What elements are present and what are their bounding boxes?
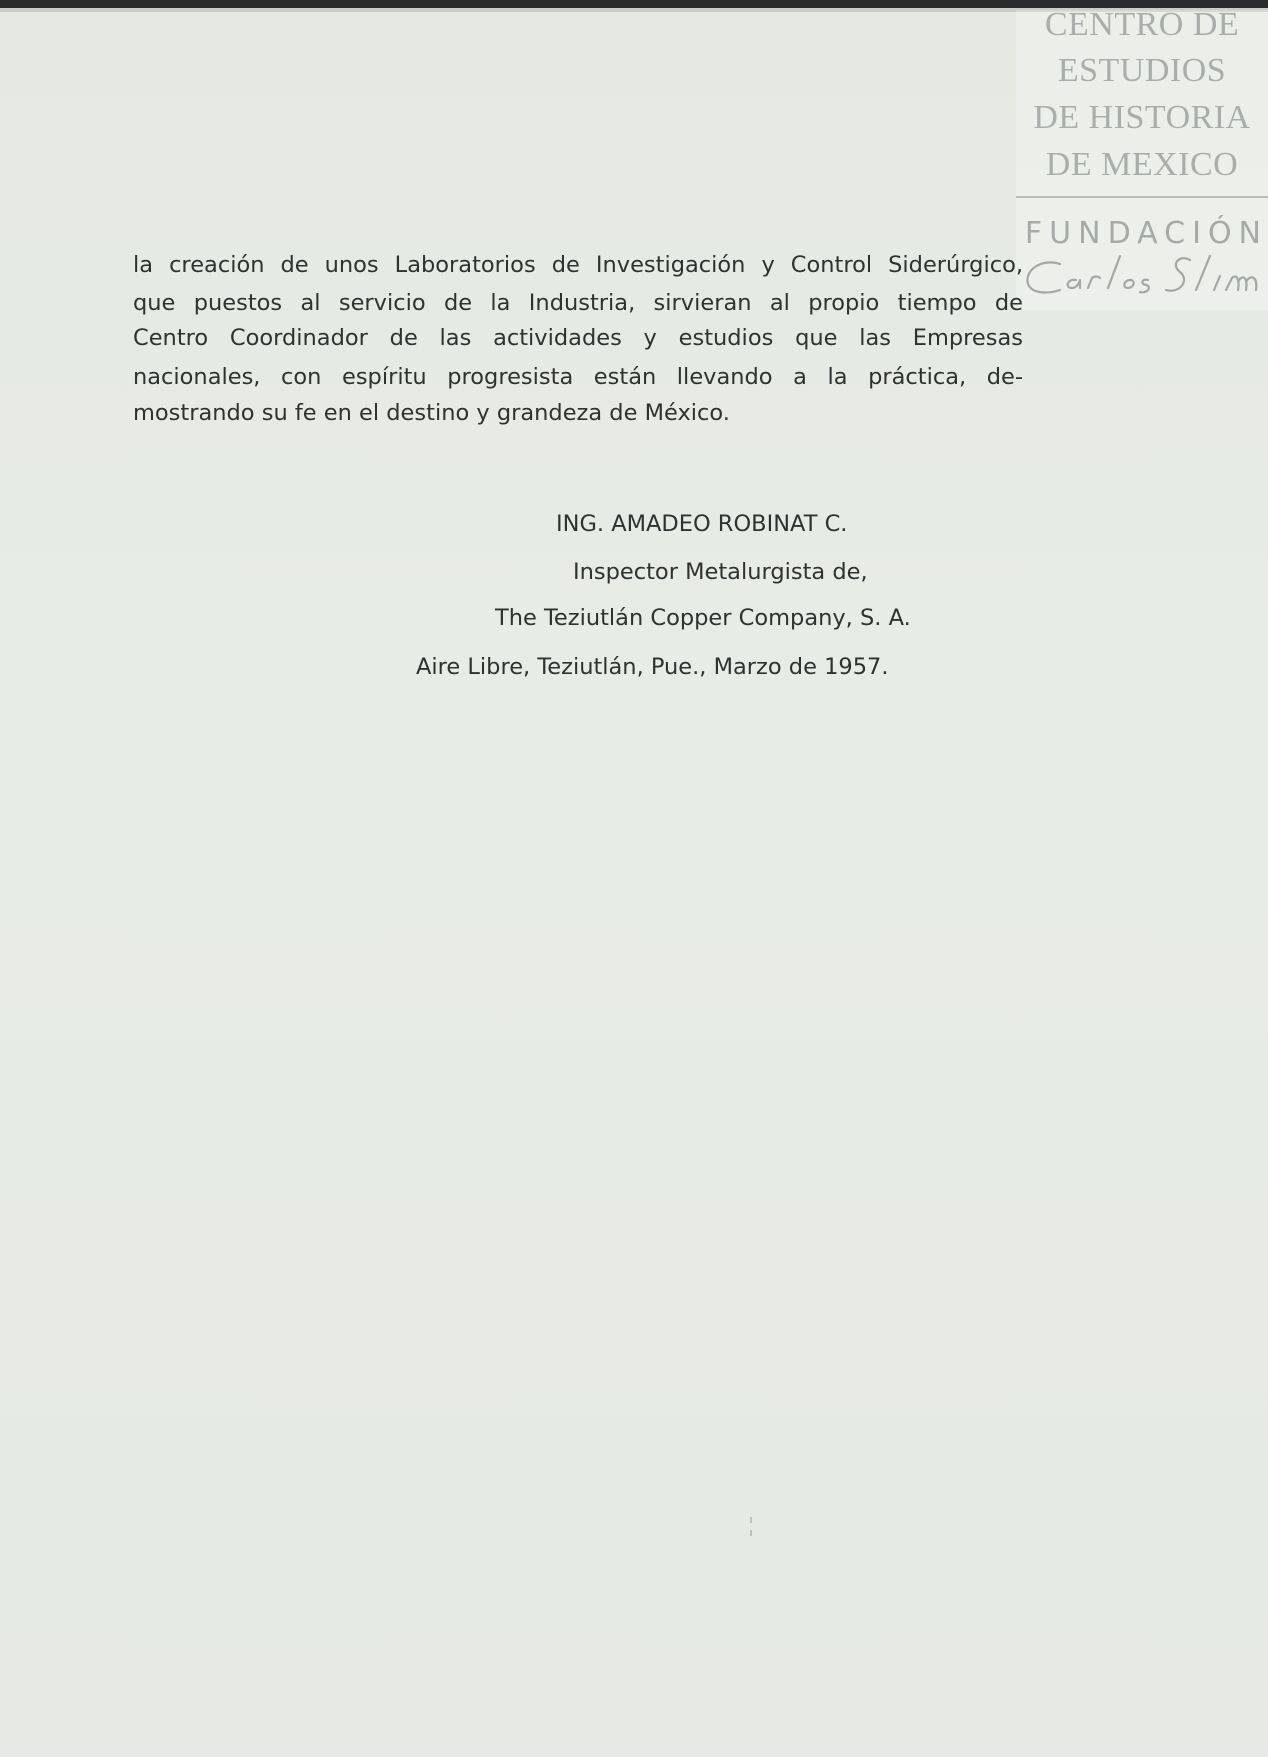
paragraph-line-5: mostrando su fe en el destino y grandeza de México. [133, 400, 730, 426]
signatory-name: ING. AMADEO ROBINAT C. [556, 511, 848, 537]
paragraph-line-2: que puestos al servicio de la Industria, sirvieran al propio tiempo de [133, 290, 1023, 316]
paper-speck [750, 1517, 752, 1523]
stamp-divider [1016, 196, 1268, 198]
stamp-foundation: FUNDACIÓN [1024, 216, 1268, 251]
signatory-company: The Teziutlán Copper Company, S. A. [495, 605, 911, 631]
stamp-signature-logo [1020, 250, 1266, 320]
paragraph-line-1: la creación de unos Laboratorios de Investigación y Control Siderúrgico, [133, 252, 1023, 278]
stamp-line-3: DE HISTORIA [1033, 99, 1251, 136]
paragraph-line-4: nacionales, con espíritu progresista están llevando a la práctica, de- [133, 364, 1023, 390]
signatory-title: Inspector Metalurgista de, [573, 559, 868, 585]
stamp-line-2: ESTUDIOS [1057, 52, 1227, 89]
place-and-date: Aire Libre, Teziutlán, Pue., Marzo de 1957. [416, 654, 889, 680]
paragraph-line-3: Centro Coordinador de las actividades y estudios que las Empresas [133, 325, 1023, 351]
paper-speck [750, 1530, 752, 1536]
stamp-line-4: DE MEXICO [1045, 146, 1239, 183]
stamp-line-1: CENTRO DE [1044, 6, 1240, 43]
